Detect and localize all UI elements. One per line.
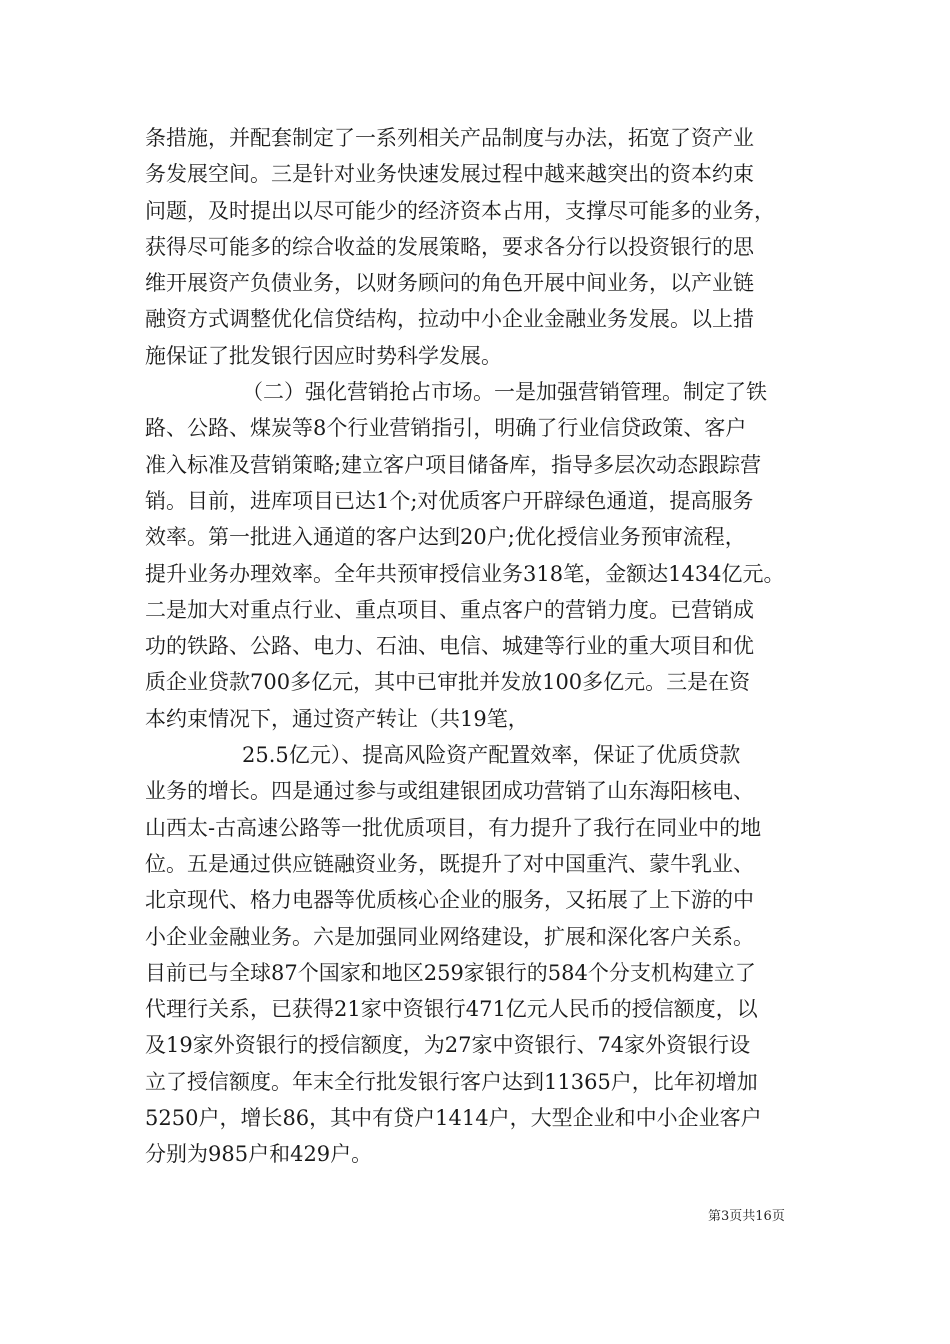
text-line: 质企业贷款700多亿元，其中已审批并发放100多亿元。三是在资 [145,670,751,695]
text-line: 山西太-古高速公路等一批优质项目，有力提升了我行在同业中的地 [145,815,762,840]
text-line: 业务的增长。四是通过参与或组建银团成功营销了山东海阳核电、 [145,779,754,804]
text-line: 问题，及时提出以尽可能少的经济资本占用，支撑尽可能多的业务， [145,198,775,223]
text-line: 立了授信额度。年末全行批发银行客户达到11365户，比年初增加 [145,1069,758,1094]
text-line: 25.5亿元）、提高风险资产配置效率，保证了优质贷款 [242,743,741,768]
text-line: 销。目前，进库项目已达1个;对优质客户开辟绿色通道，提高服务 [145,488,754,513]
text-line: 北京现代、格力电器等优质核心企业的服务，又拓展了上下游的中 [145,888,754,913]
page-number: 第3页共16页 [708,1209,785,1224]
text-line: 条措施，并配套制定了一系列相关产品制度与办法，拓宽了资产业 [145,126,754,150]
text-line: 准入标准及营销策略;建立客户项目储备库，指导多层次动态跟踪营 [145,452,762,477]
text-line: 融资方式调整优化信贷结构，拉动中小企业金融业务发展。以上措 [145,307,754,332]
text-line: 代理行关系，已获得21家中资银行471亿元人民币的授信额度，以 [145,997,758,1022]
text-line: 二是加大对重点行业、重点项目、重点客户的营销力度。已营销成 [145,597,754,622]
text-line: 5250户，增长86，其中有贷户1414户，大型企业和中小企业客户 [145,1106,762,1131]
text-line: 位。五是通过供应链融资业务，既提升了对中国重汽、蒙牛乳业、 [145,851,754,876]
text-line: 务发展空间。三是针对业务快速发展过程中越来越突出的资本约束 [145,162,754,187]
text-line: 路、公路、煤炭等8个行业营销指引，明确了行业信贷政策、客户 [145,416,747,441]
text-line: 功的铁路、公路、电力、石油、电信、城建等行业的重大项目和优 [145,634,754,659]
text-line: 分别为985户和429户。 [145,1142,373,1167]
text-line: 维开展资产负债业务，以财务顾问的角色开展中间业务，以产业链 [145,271,754,296]
text-line: 施保证了批发银行因应时势科学发展。 [145,343,502,368]
text-line: 获得尽可能多的综合收益的发展策略，要求各分行以投资银行的思 [145,234,754,259]
document-body [145,120,825,1173]
text-line: 及19家外资银行的授信额度，为27家中资银行、74家外资银行设 [145,1033,751,1058]
text-line: 目前已与全球87个国家和地区259家银行的584个分支机构建立了 [145,960,756,985]
text-line: 提升业务办理效率。全年共预审授信业务318笔，金额达1434亿元。 [145,561,785,586]
text-line: 本约束情况下，通过资产转让（共19笔， [145,706,529,731]
section-heading-line: （二）强化营销抢占市场。一是加强营销管理。制定了铁 [242,380,767,405]
text-line: 效率。第一批进入通道的客户达到20户;优化授信业务预审流程， [145,525,746,550]
text-line: 小企业金融业务。六是加强同业网络建设，扩展和深化客户关系。 [145,924,754,949]
